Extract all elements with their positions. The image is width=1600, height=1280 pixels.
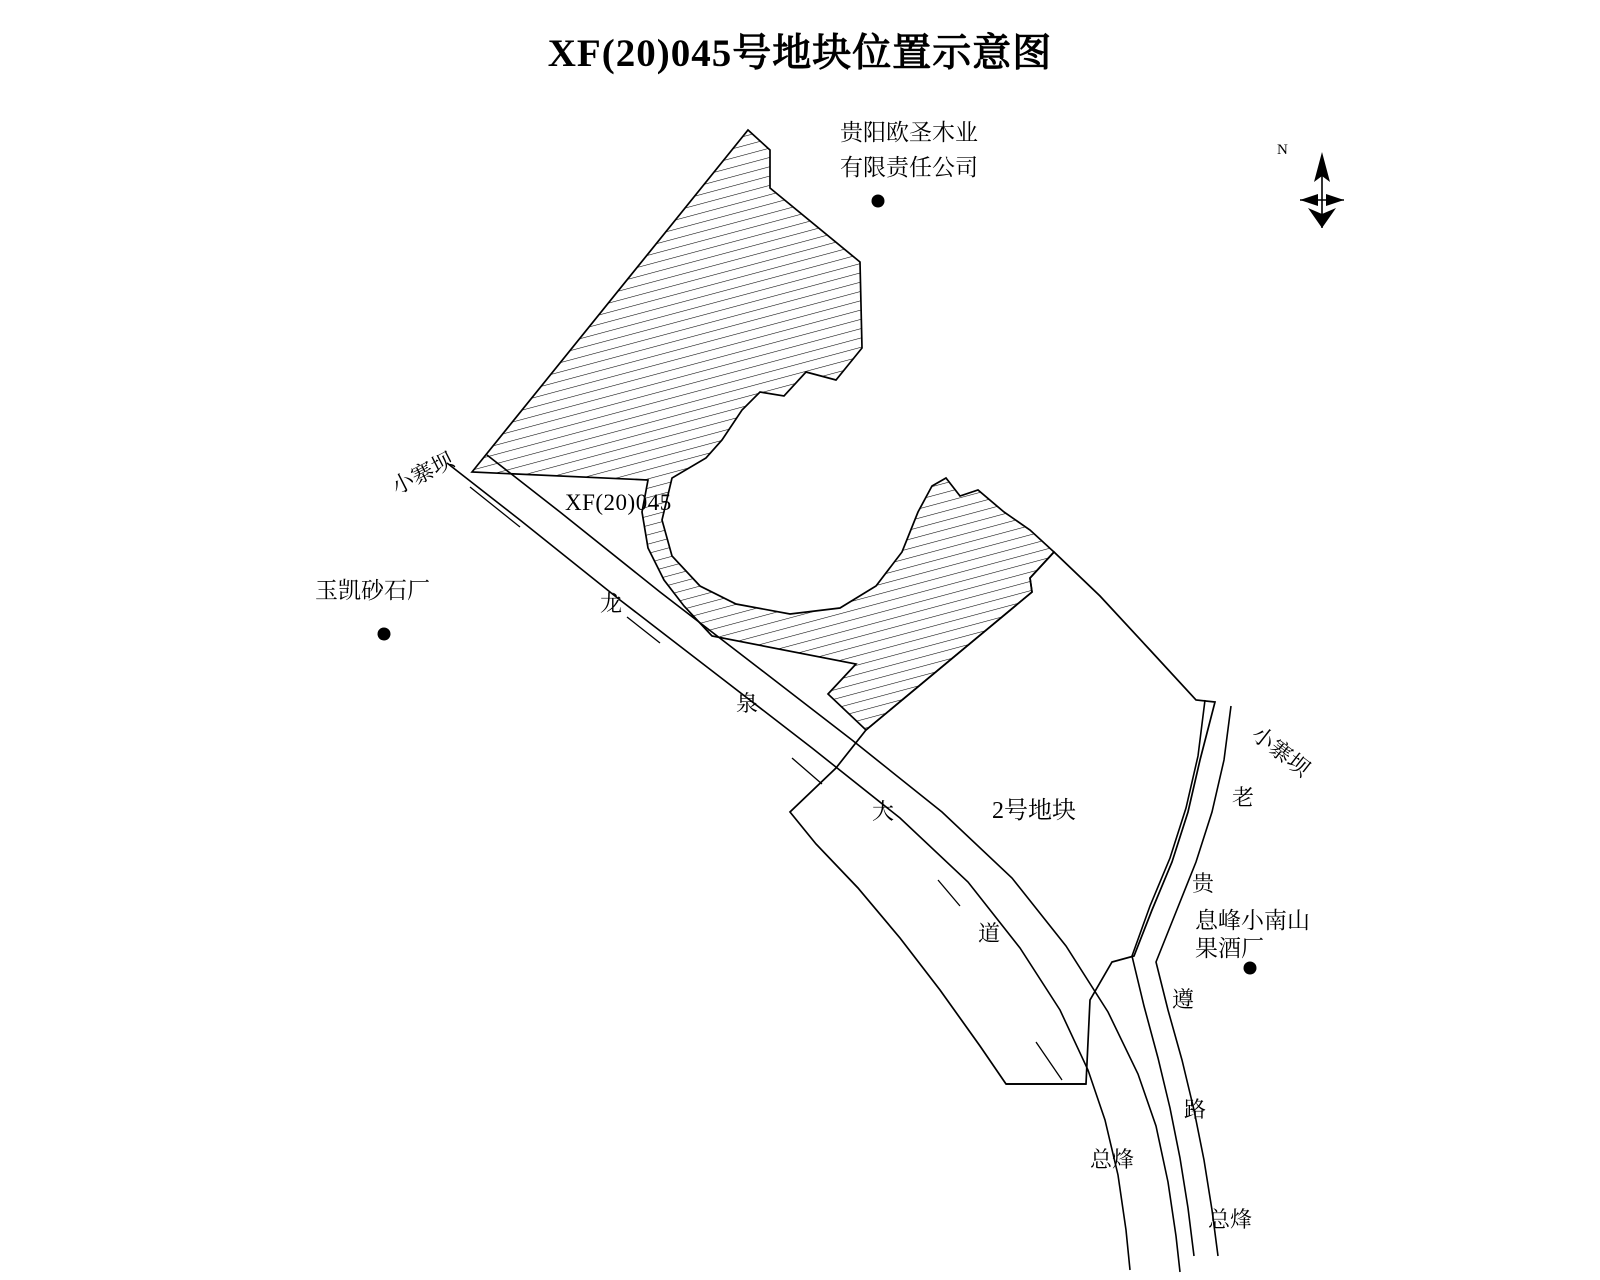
poi-label-ousheng-line1: 贵阳欧圣木业 xyxy=(840,120,978,145)
parcel-xf20045-shape xyxy=(472,130,1054,730)
poi-label-fruitwine-line1: 息峰小南山 xyxy=(1195,908,1310,933)
road-label-zongfeng-1: 总烽 xyxy=(1090,1147,1135,1172)
road-label-guizun-char-2: 遵 xyxy=(1172,987,1195,1012)
poi-label-ousheng-line2: 有限责任公司 xyxy=(840,155,978,180)
road-old-guizun xyxy=(1132,700,1231,1256)
road-label-xiaozhaiba-nw: 小寨坝 xyxy=(387,447,458,500)
road-label-guizun-char-0: 老 xyxy=(1232,785,1255,810)
parcel-label-xf20045: XF(20)045 xyxy=(565,490,672,515)
road-label-zongfeng-2: 总烽 xyxy=(1208,1207,1253,1232)
road-label-longquan-char-1: 泉 xyxy=(736,691,759,716)
page-title: XF(20)045号地块位置示意图 xyxy=(547,32,1053,75)
road-label-longquan-char-3: 道 xyxy=(978,921,1001,946)
poi-label-fruitwine-line2: 果酒厂 xyxy=(1195,936,1264,961)
road-label-longquan-char-2: 大 xyxy=(872,799,895,824)
road-label-guizun-char-3: 路 xyxy=(1184,1097,1207,1122)
north-label: N xyxy=(1277,142,1288,158)
poi-dot-ousheng xyxy=(872,195,885,208)
road-label-xiaozhaiba-e: 小寨坝 xyxy=(1247,721,1315,782)
poi-dot-yukai xyxy=(378,628,391,641)
road-label-longquan-char-0: 龙 xyxy=(600,591,623,616)
parcel-label-2: 2号地块 xyxy=(992,798,1076,824)
poi-label-yukai: 玉凯砂石厂 xyxy=(315,578,430,603)
north-arrow-icon xyxy=(1300,152,1344,228)
road-label-guizun-char-1: 贵 xyxy=(1192,871,1215,896)
road-longquan-avenue xyxy=(447,455,1180,1272)
poi-dot-fruitwine xyxy=(1244,962,1257,975)
